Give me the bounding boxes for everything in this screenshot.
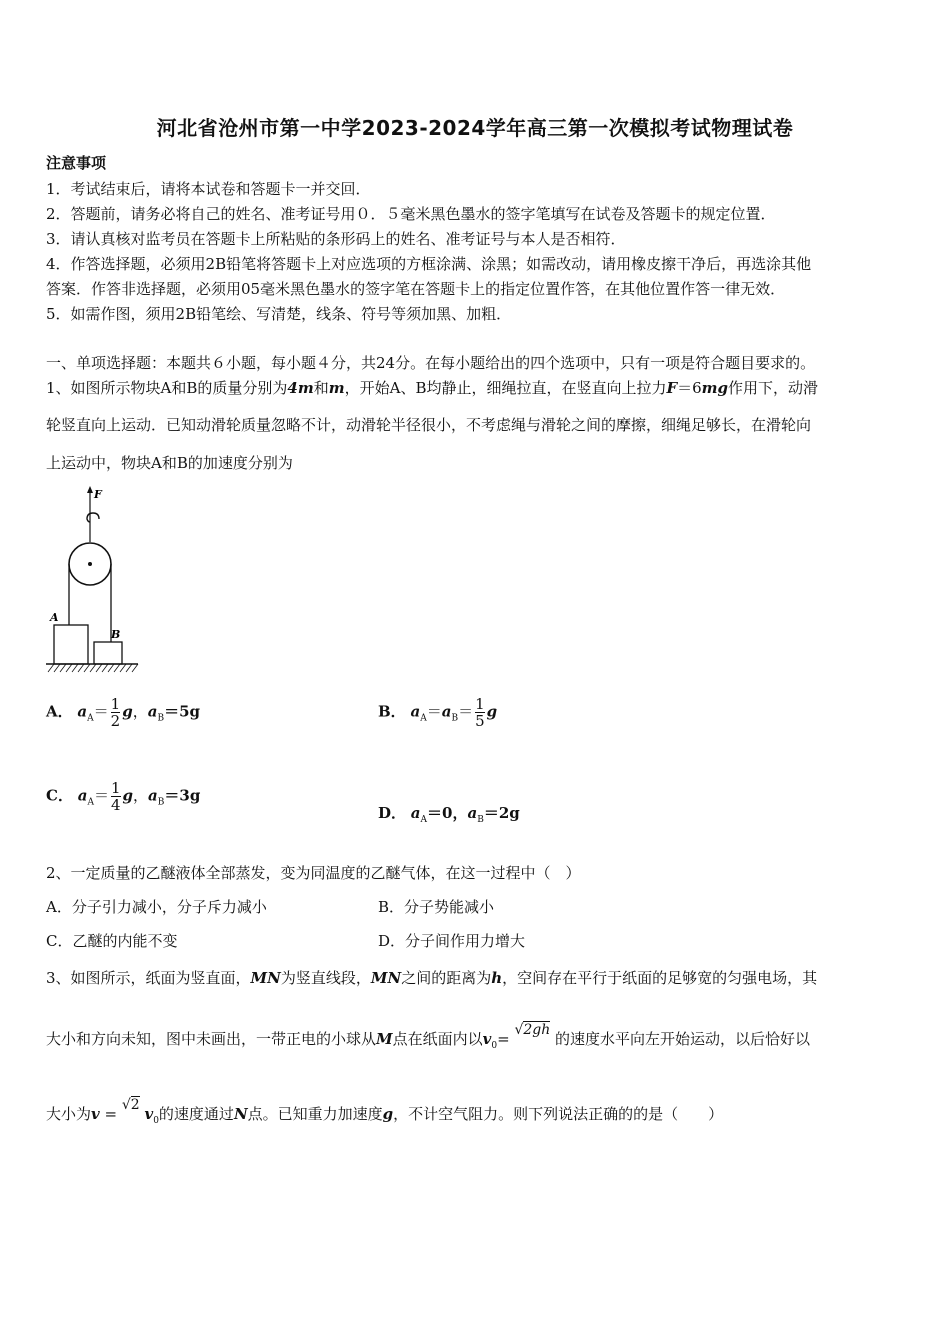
q2-option-a[interactable]: A．分子引力减小，分子斥力减小 <box>46 898 267 916</box>
note-item: 2．答题前，请务必将自己的姓名、准考证号用０．５毫米黑色墨水的签字笔填写在试卷及答题卡的规定位置． <box>46 205 776 223</box>
q1-stem-line1: 1、如图所示物块A和B的质量分别为4m和m，开始A、B均静止，细绳拉直，在竖直向上拉力F＝6mg作用下，动滑 <box>46 379 819 397</box>
page-title: 河北省沧州市第一中学2023-2024学年高三第一次模拟考试物理试卷 <box>156 116 794 140</box>
q1-option-b[interactable]: B． $a_A=a_B=$ $\frac{1}{5}$ g <box>378 695 498 730</box>
notes-heading: 注意事项 <box>46 154 107 172</box>
q2-option-b[interactable]: B．分子势能减小 <box>378 898 495 916</box>
note-item: 4．作答选择题，必须用2B铅笔将答题卡上对应选项的方框涂满、涂黑；如需改动，请用橡皮擦干净后，再选涂其他 <box>46 255 812 273</box>
q3-stem-line1: 3、如图所示，纸面为竖直面，MN为竖直线段，MN之间的距离为h，空间存在平行于纸面的足够宽的匀强电场，其 <box>46 969 818 987</box>
fraction: $\frac{1}{4}$ <box>110 779 121 814</box>
note-item: 5．如需作图，须用2B铅笔绘、写清楚，线条、符号等须加黑、加粗． <box>46 305 512 323</box>
label-A: A <box>50 611 59 624</box>
q2-option-c[interactable]: C．乙醚的内能不变 <box>46 932 178 950</box>
q2-stem: 2、一定质量的乙醚液体全部蒸发，变为同温度的乙醚气体，在这一过程中（ ） <box>46 864 581 882</box>
q1-stem-line2: 轮竖直向上运动．已知动滑轮质量忽略不计，动滑轮半径很小，不考虑绳与滑轮之间的摩擦，细绳足够长，在滑轮向 <box>46 416 812 434</box>
section-heading: 一、单项选择题：本题共６小题，每小题４分，共24分。在每小题给出的四个选项中，只有一项是符合题目要求的。 <box>46 354 816 372</box>
q1-option-d[interactable]: D． $a_A=0$，$a_B=2g$ <box>378 804 520 825</box>
label-B: B <box>111 628 121 641</box>
label-F: F <box>94 488 102 501</box>
q1-option-c[interactable]: C． $a_A=$ $\frac{1}{4}$ g，$a_B=3g$ <box>46 779 201 814</box>
pulley-figure <box>40 482 150 682</box>
q3-stem-line2: 大小和方向未知，图中未画出，一带正电的小球从M点在纸面内以$v_0= √2gh$ 的速度水平向左开始运动，以后恰好以 <box>46 1022 811 1051</box>
sqrt-expression: √2 <box>121 1097 140 1113</box>
sqrt-expression: √2gh <box>514 1022 551 1038</box>
q1-option-a[interactable]: A． $a_A=$ $\frac{1}{2}$ g，$a_B=5g$ <box>46 695 201 730</box>
note-item: 3．请认真核对监考员在答题卡上所粘贴的条形码上的姓名、准考证号与本人是否相符． <box>46 230 626 248</box>
q1-stem-line3: 上运动中，物块A和B的加速度分别为 <box>46 454 293 472</box>
fraction: $\frac{1}{5}$ <box>475 695 485 730</box>
q2-option-d[interactable]: D．分子间作用力增大 <box>378 932 526 950</box>
q3-stem-line3: 大小为v = √2 $v_0$的速度通过N点。已知重力加速度g，不计空气阻力。则下列说法正确的的是（ ） <box>46 1097 724 1126</box>
note-item: 1．考试结束后，请将本试卷和答题卡一并交回． <box>46 180 371 198</box>
fraction: $\frac{1}{2}$ <box>110 695 121 730</box>
note-item: 答案．作答非选择题，必须用05毫米黑色墨水的签字笔在答题卡上的指定位置作答，在其他位置作答一律无效． <box>46 280 786 298</box>
